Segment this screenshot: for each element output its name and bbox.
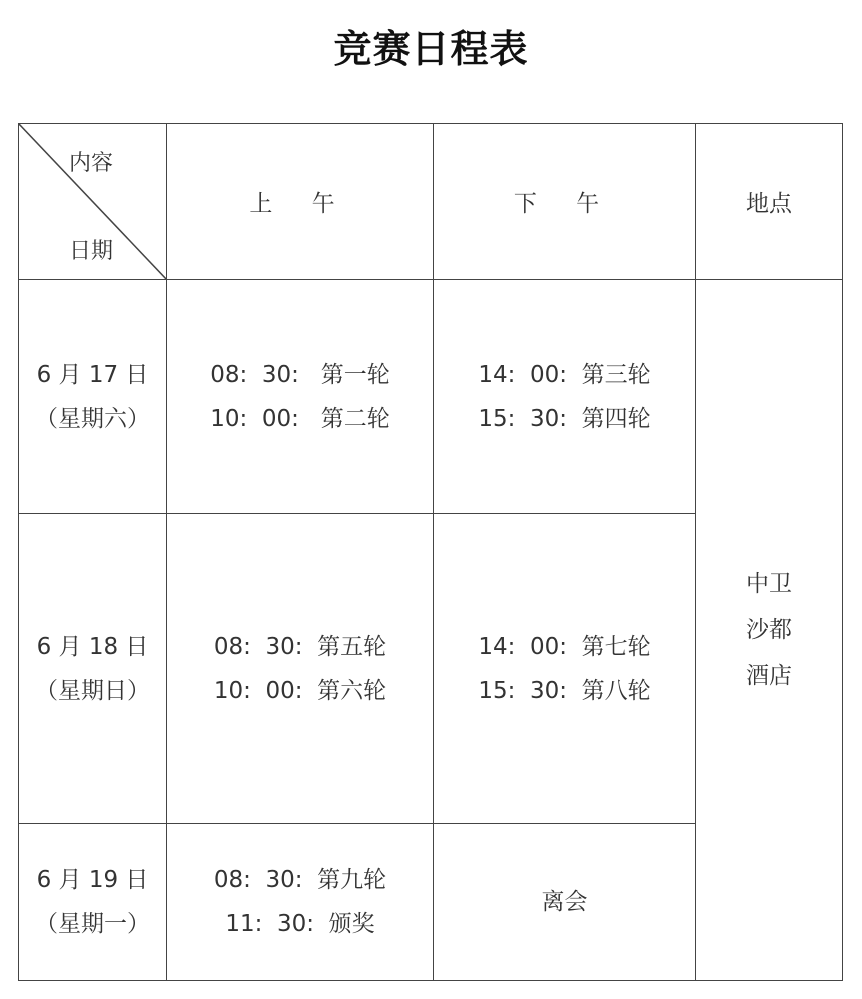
- schedule-item: 15: 30: 第四轮: [478, 405, 651, 432]
- date-text: 6 月 18 日: [36, 633, 149, 660]
- venue-header: 地点: [696, 124, 843, 280]
- date-cell: [19, 280, 167, 514]
- venue-line: 沙都: [746, 617, 792, 643]
- weekday-text: （星期六）: [35, 405, 150, 432]
- venue-cell: [696, 280, 843, 981]
- corner-header-cell: [19, 124, 167, 280]
- schedule-item: 08: 30: 第五轮: [213, 633, 387, 660]
- table-row: [19, 280, 843, 514]
- date-label: 日期: [69, 239, 114, 264]
- morning-cell: [167, 514, 434, 824]
- schedule-item: 10: 00: 第二轮: [210, 405, 390, 432]
- schedule-item: 15: 30: 第八轮: [478, 677, 651, 704]
- page-title: 竞赛日程表: [333, 26, 529, 71]
- morning-cell: [167, 280, 434, 514]
- date-text: 6 月 19 日: [36, 867, 149, 893]
- schedule-item: 14: 00: 第三轮: [478, 361, 651, 388]
- date-cell: [19, 824, 167, 981]
- venue-line: 酒店: [746, 663, 792, 689]
- venue-line: 中卫: [746, 571, 792, 597]
- schedule-item: 离会: [541, 889, 588, 915]
- schedule-item: 10: 00: 第六轮: [213, 677, 387, 704]
- afternoon-cell: [434, 824, 696, 981]
- morning-cell: [167, 824, 434, 981]
- schedule-table: [18, 123, 843, 981]
- content-label: 内容: [69, 151, 114, 176]
- afternoon-cell: [434, 280, 696, 514]
- schedule-item: 14: 00: 第七轮: [478, 633, 651, 660]
- morning-header: 上 午: [167, 124, 434, 280]
- weekday-text: （星期一）: [35, 911, 150, 937]
- afternoon-cell: [434, 514, 696, 824]
- date-cell: [19, 514, 167, 824]
- schedule-item: 08: 30: 第一轮: [210, 361, 390, 388]
- header-row: [19, 124, 843, 280]
- schedule-item: 08: 30: 第九轮: [213, 867, 387, 893]
- weekday-text: （星期日）: [35, 677, 150, 704]
- afternoon-header: 下 午: [434, 124, 696, 280]
- date-text: 6 月 17 日: [36, 361, 149, 388]
- schedule-item: 11: 30: 颁奖: [225, 911, 375, 937]
